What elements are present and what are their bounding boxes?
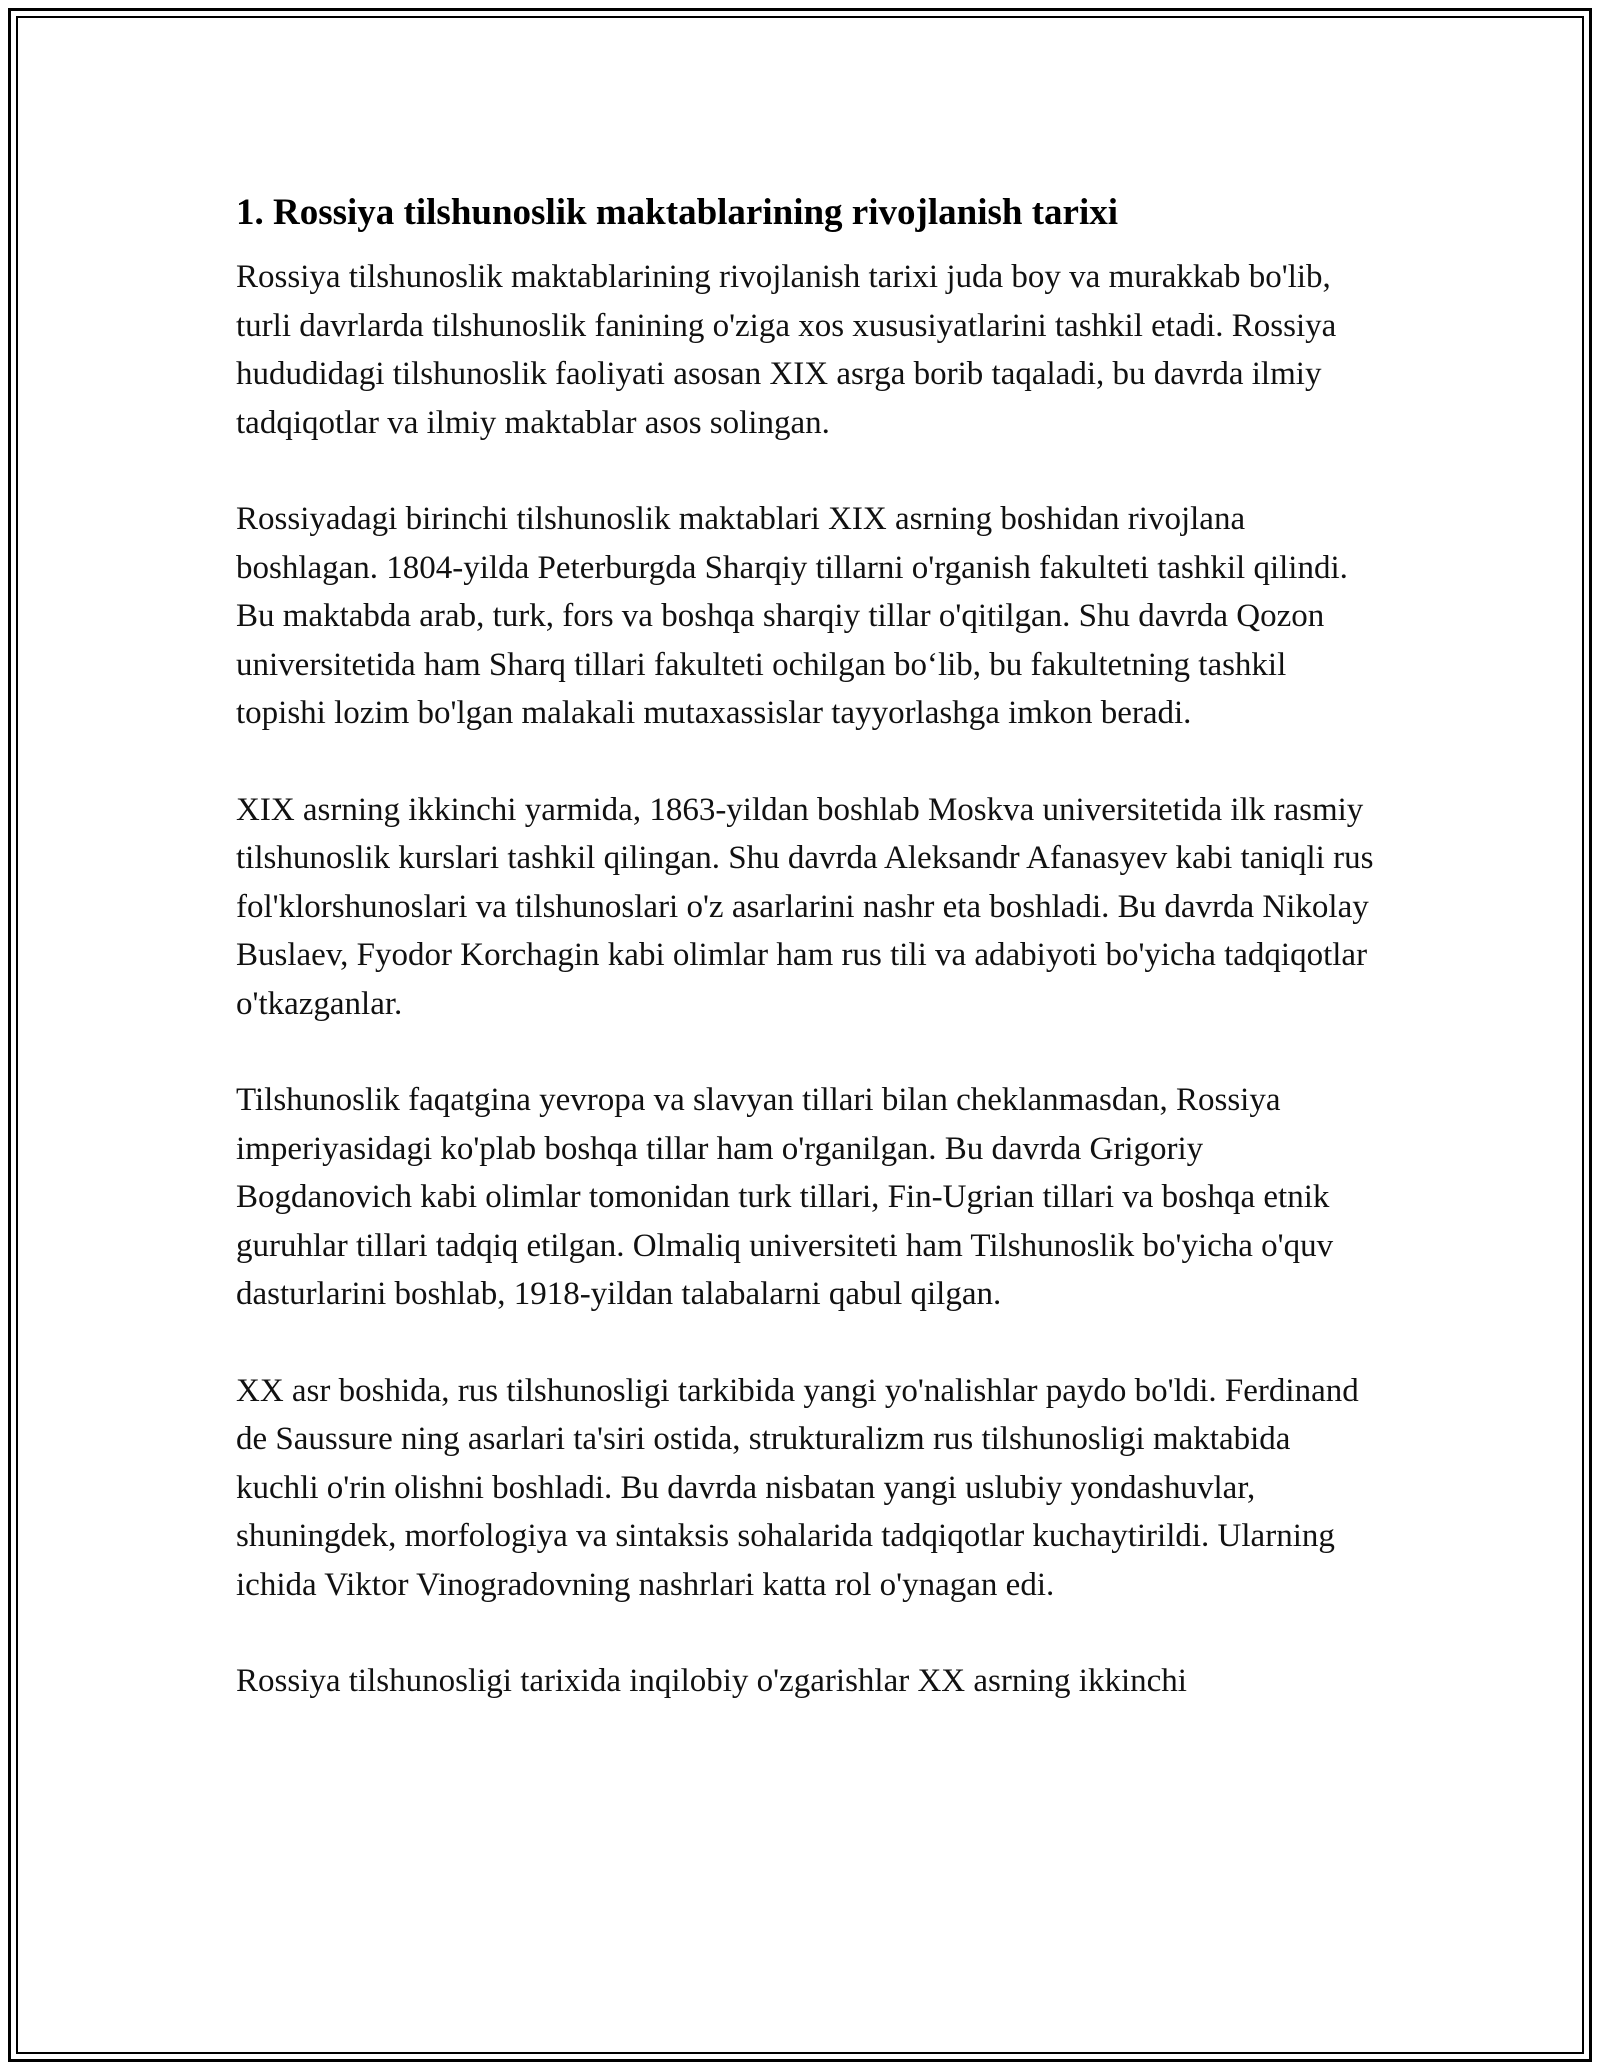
section-heading: 1. Rossiya tilshunoslik maktablarining rivojlanish tarixi bbox=[236, 192, 1119, 233]
paragraph-5: XX asr boshida, rus tilshunosligi tarkibida yangi yo'nalishlar paydo bo'ldi. Ferdinand de Saussure ning asarlari ta'siri ostida, strukturalizm rus tilshunosligi maktabida kuchli o'rin olishni boshladi. Bu davrda nisbatan yangi uslubiy yondashuvlar, shuningdek, morfologiya va sintaksis sohalarida tadqiqotlar kuchaytirildi. Ularning ichida Viktor Vinogradovning nashrlari katta rol o'ynagan edi. bbox=[236, 1372, 1359, 1603]
paragraph-4: Tilshunoslik faqatgina yevropa va slavyan tillari bilan cheklanmasdan, Rossiya imperiyasidagi ko'plab boshqa tillar ham o'rganilgan. Bu davrda Grigoriy Bogdanovich kabi olimlar tomonidan turk tillari, Fin-Ugrian tillari va boshqa etnik guruhlar tillari tadqiq etilgan. Olmaliq universiteti ham Tilshunoslik bo'yicha o'quv dasturlarini boshlab, 1918-yildan talabalarni qabul qilgan. bbox=[236, 1082, 1334, 1312]
paragraph-1: Rossiya tilshunoslik maktablarining rivojlanish tarixi juda boy va murakkab bo'lib, turli davrlarda tilshunoslik fanining o'ziga xos xususiyatlarini tashkil etadi. Rossiya hududidagi tilshunoslik faoliyati asosan XIX asrga borib taqaladi, bu davrda ilmiy tadqiqotlar va ilmiy maktablar asos solingan. bbox=[236, 259, 1337, 441]
paragraph-2: Rossiyadagi birinchi tilshunoslik maktablari XIX asrning boshidan rivojlana boshlagan. 1804-yilda Peterburgda Sharqiy tillarni o'rganish fakulteti tashkil qilindi. Bu maktabda arab, turk, fors va boshqa sharqiy tillar o'qitilgan. Shu davrda Qozon universitetida ham Sharq tillari fakulteti ochilgan bo‘lib, bu fakultetning tashkil topishi lozim bo'lgan malakali mutaxassislar tayyorlashga imkon beradi. bbox=[236, 501, 1348, 731]
document-body bbox=[236, 185, 1376, 1754]
paragraph-6: Rossiya tilshunosligi tarixida inqilobiy o'zgarishlar XX asrning ikkinchi bbox=[236, 1663, 1187, 1699]
paragraph-3: XIX asrning ikkinchi yarmida, 1863-yildan boshlab Moskva universitetida ilk rasmiy tilshunoslik kurslari tashkil qilingan. Shu davrda Aleksandr Afanasyev kabi taniqli rus fol'klorshunoslari va tilshunoslari o'z asarlarini nashr eta boshladi. Bu davrda Nikolay Buslaev, Fyodor Korchagin kabi olimlar ham rus tili va adabiyoti bo'yicha tadqiqotlar o'tkazganlar. bbox=[236, 791, 1374, 1022]
